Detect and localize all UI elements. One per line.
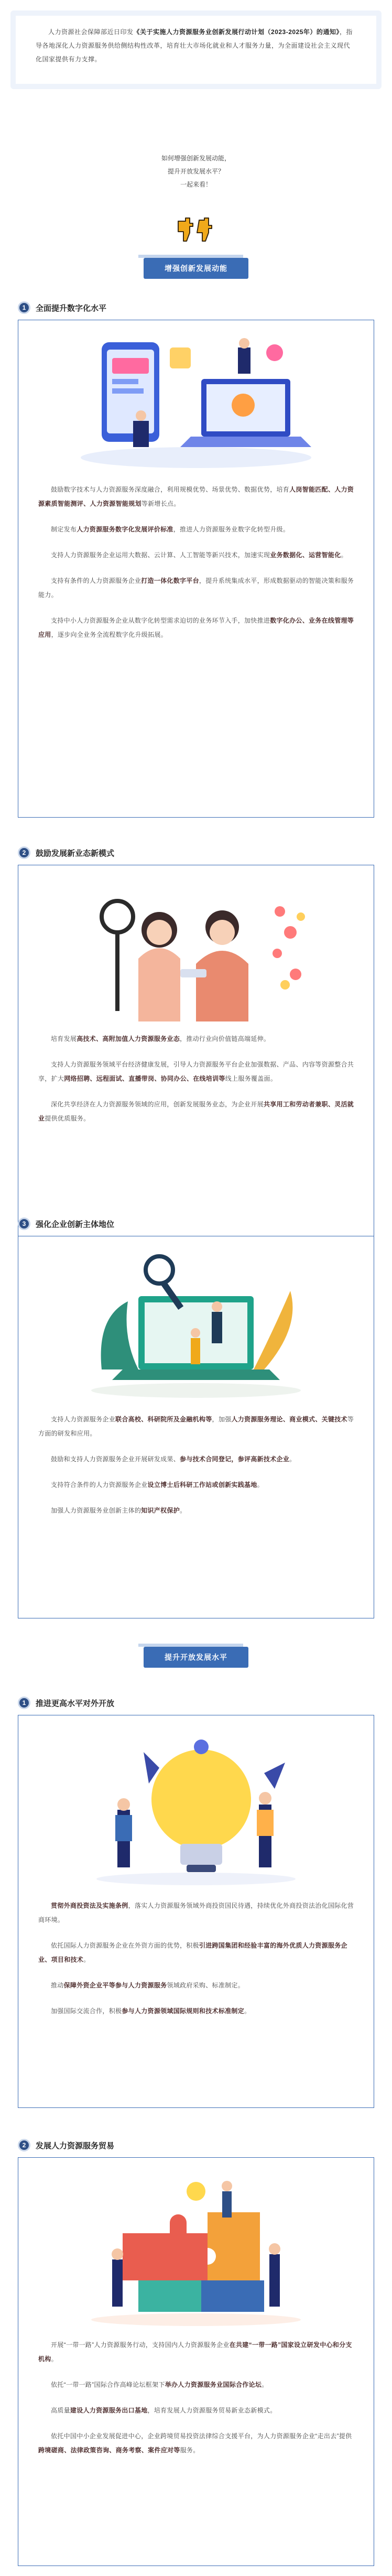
banner-title: 增强创新发展动能 [165,264,227,273]
emphasis: 网络招聘、远程面试、直播带岗、协同办公、在线培训等 [64,1075,225,1082]
text: 等方面的研发和应用。 [38,1416,354,1437]
section-title: 强化企业创新主体地位 [36,1220,115,1229]
live-streaming-illustration [60,880,332,1021]
text: 支持人力资源服务企业 [51,1416,116,1423]
laptop-search-illustration [65,1249,327,1401]
text: ，落实人力资源服务领域外商投资国民待遇，持续优化外商投资法治化国际化营商环境。 [38,1902,354,1923]
intro-text: 人力资源社会保障部近日印发 [48,28,134,36]
digital-devices-illustration [65,332,327,473]
emphasis: 人力资源服务数字化发展评价标准 [77,526,173,533]
emphasis: 数字化办公、业务在线管理等应用 [38,617,354,638]
emphasis: 人岗智能匹配、人力资源素质智能测评、人力资源智能规划 [38,486,354,507]
text: 推动 [51,1982,64,1989]
paragraph [38,2378,355,2392]
text: 鼓励和支持人力资源服务企业开展研发成果、 [51,1455,180,1463]
section-heading-3 [18,1217,374,1231]
text: 。 [262,2381,268,2388]
paragraph [38,574,355,602]
paragraph [38,1478,355,1492]
section-card-4 [18,1715,374,2108]
lead-questions [0,152,392,191]
section-banner-innovation [144,258,248,279]
text: 依托中国中小企业发展促进中心，企业跨境贸易投资法律综合支援平台，为人力资源服务企业“走出去”提供 [51,2432,352,2440]
emphasis: 贯彻外商投资法及实施条例 [51,1902,128,1909]
emphasis: 共享用工和劳动者兼职、灵活就业 [38,1101,354,1122]
paragraph [38,1412,355,1441]
section-4-text [38,1899,355,2030]
emphasis: 业务数据化、运营智能化 [270,551,341,559]
emphasis: 引进跨国集团和经验丰富的海外优质人力资源服务企业、项目和技术 [38,1942,347,1963]
text: 依托国际人力资源服务企业在外资方面的优势，积极 [51,1942,199,1949]
paragraph [38,1504,355,1518]
text: 支持人力资源服务企业运用大数据、云计算、人工智能等新兴技术，加速实现 [51,551,270,559]
section-title: 发展人力资源服务贸易 [36,2141,115,2150]
section-3-text [38,1412,355,1529]
paragraph [38,483,355,511]
section-heading-1 [18,301,374,314]
emphasis: 联合高校、科研院所及金融机构等 [115,1416,212,1423]
emphasis: 参与技术合同登记，参评高新技术企业 [180,1455,290,1463]
paragraph [38,1097,355,1126]
emphasis: 人力资源服务理论、商业模式、关键技术 [231,1416,347,1423]
pointing-hands-icon [175,216,217,243]
paragraph [38,614,355,642]
text: 开展“一带一路”人力资源服务行动，支持国内人力资源服务企业 [51,2341,230,2349]
section-heading-5 [18,2138,374,2152]
section-banner-opening [144,1647,248,1668]
section-card-5 [18,2157,374,2566]
text: 培育发展 [51,1035,77,1042]
text: 等新增长点。 [141,500,180,507]
text: 加强国际交流合作，积极 [51,2007,122,2015]
text: 支持符合条件的人力资源服务企业 [51,1481,148,1488]
text: 。 [83,1956,90,1963]
emphasis: 设立博士后科研工作站或创新实践基地 [147,1481,257,1488]
section-heading-4 [18,1696,374,1710]
paragraph [38,1899,355,1927]
text: ，培育发展人力资源服务贸易新业态新模式。 [147,2407,277,2414]
text: 依托“一带一路”国际合作高峰论坛框架下 [51,2381,165,2388]
paragraph [38,1979,355,1993]
lightbulb-team-illustration [65,1731,327,1888]
text: ，推进人力资源服务业数字化转型升级。 [173,526,290,533]
text: 高质量 [51,2407,70,2414]
paragraph [38,1939,355,1967]
paragraph [38,548,355,562]
section-1-text [38,483,355,654]
section-5-text [38,2338,355,2469]
puzzle-team-illustration [65,2170,327,2328]
section-card-3 [18,1236,374,1618]
paragraph [38,2338,355,2366]
paragraph [38,2429,355,2458]
text: 。 [341,551,347,559]
intro-text-tail: ，指导各地深化人力资源服务供给侧结构性改革，培育壮大市场化就业和人才服务力量，为全面建设社会主义现代化国家提供有力支撑。 [36,28,353,63]
section-number: 2 [18,846,30,859]
text: 。 [51,2355,58,2363]
lead-line-3: 一起来看！ [180,181,212,188]
banner-title: 提升开放发展水平 [165,1653,227,1661]
emphasis: 打造一体化数字平台 [141,577,199,584]
text: 领域政府采购、标准制定。 [167,1982,245,1989]
emphasis: 知识产权保护 [141,1507,180,1514]
text: 提供优质服务。 [45,1115,90,1122]
text: 。 [244,2007,251,2015]
emphasis: 建设人力资源服务出口基地 [70,2407,148,2414]
paragraph [38,1058,355,1086]
text: ，推动行业向价值链高端延伸。 [180,1035,270,1042]
text: 。 [289,1455,296,1463]
emphasis: 跨境磋商、法律政策咨询、商务考察、案件应对等 [38,2447,180,2454]
emphasis: 参与人力资源领域国际规则和技术标准制定 [122,2007,245,2015]
emphasis: 保障外资企业平等参与人力资源服务 [63,1982,167,1989]
text: ，提升系统集成水平，形成数据驱动的智能决策和服务能力。 [38,577,354,599]
text: 支持中小人力资源服务企业从数字化转型需求迫切的业务环节入手，加快推进 [51,617,270,624]
section-number: 2 [18,2139,30,2151]
intro-box [10,10,382,89]
lead-line-1: 如何增强创新发展动能， [161,155,231,162]
text: 支持人力资源服务领域平台经济健康发展，引导人力资源服务平台企业加强数据、产品、内容等资源整合共享，扩大 [38,1061,354,1082]
intro-notice-title: 《关于实施人力资源服务业创新发展行动计划（2023-2025年）的通知》 [133,28,340,36]
paragraph [38,2404,355,2418]
section-title: 推进更高水平对外开放 [36,1699,115,1708]
emphasis: 高技术、高附加值人力资源服务业态 [77,1035,180,1042]
paragraph [38,1452,355,1466]
emphasis: 在共建“一带一路”国家设立研发中心和分支机构 [38,2341,352,2363]
text: 制定发布 [51,526,77,533]
paragraph [38,523,355,537]
section-title: 鼓励发展新业态新模式 [36,849,115,858]
section-2-text [38,1032,355,1137]
section-card-2 [18,865,374,1237]
section-title: 全面提升数字化水平 [36,303,107,313]
text: 服务。 [180,2447,200,2454]
text: 。 [257,1481,264,1488]
section-number: 1 [18,1697,30,1709]
text: ，加强 [212,1416,232,1423]
text: 加强人力资源服务业创新主体的 [51,1507,141,1514]
text: 深化共享经济在人力资源服务领域的应用，创新发展服务业态，为企业开展 [51,1101,264,1108]
emphasis: 举办人力资源服务业国际合作论坛 [165,2381,262,2388]
lead-line-2: 提升开放发展水平？ [167,168,224,175]
text: 线上服务覆盖面。 [225,1075,277,1082]
text: 。 [180,1507,187,1514]
text: 支持有条件的人力资源服务企业 [51,577,141,584]
intro-paragraph [36,25,356,66]
section-number: 3 [18,1218,30,1230]
paragraph [38,1032,355,1046]
section-number: 1 [18,301,30,314]
paragraph [38,2004,355,2018]
section-card-1 [18,320,374,818]
section-heading-2 [18,846,374,860]
text: 鼓励数字技术与人力资源服务深度融合，利用规模优势、场景优势、数据优势，培育 [51,486,290,493]
text: ，逐步向全业务全流程数字化升级拓展。 [51,631,168,638]
